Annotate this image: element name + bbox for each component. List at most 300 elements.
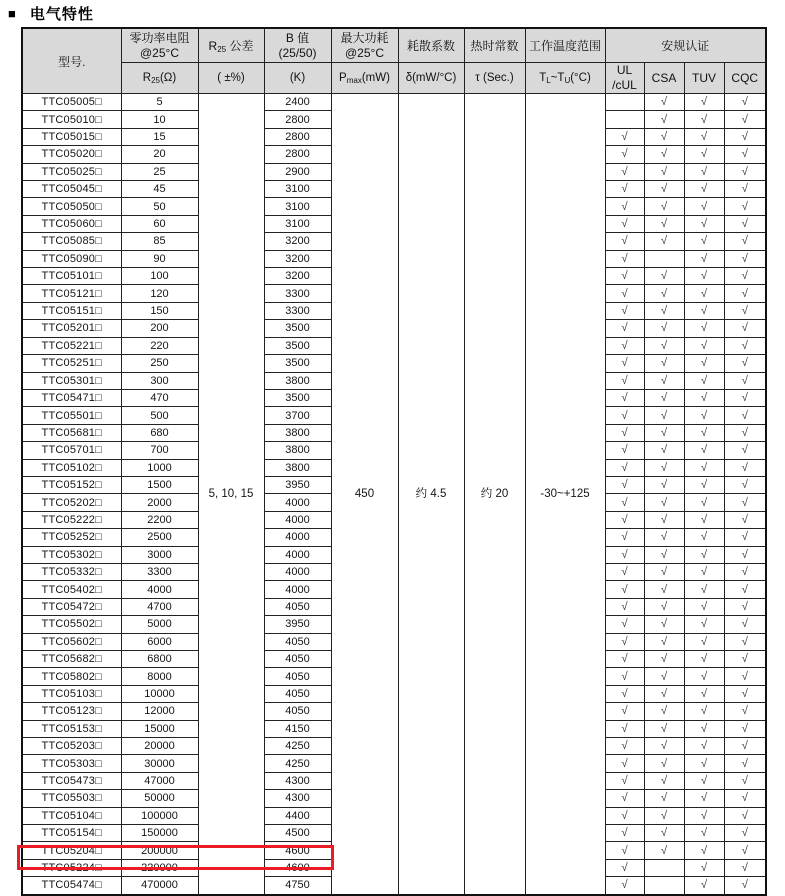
cert-csa-cell — [644, 302, 684, 319]
model-cell: TTC05224□ — [22, 859, 121, 876]
check-mark: √ — [660, 513, 668, 526]
cert-csa-cell — [644, 738, 684, 755]
check-mark: √ — [621, 131, 628, 144]
b-value-cell: 4000 — [264, 546, 331, 563]
model-cell: TTC05045□ — [22, 181, 121, 198]
cert-ul-cell — [605, 94, 644, 111]
cert-ul-cell — [605, 790, 644, 807]
cert-ul-cell — [605, 738, 644, 755]
cert-tuv-cell — [684, 668, 724, 685]
cert-csa-cell — [644, 355, 684, 372]
check-mark: √ — [700, 287, 708, 300]
cert-cqc-cell — [724, 476, 766, 493]
check-mark: √ — [700, 148, 708, 161]
check-mark: √ — [700, 252, 708, 265]
check-mark: √ — [660, 374, 668, 387]
cert-tuv-cell — [684, 94, 724, 111]
b-value-cell: 3100 — [264, 181, 331, 198]
check-mark: √ — [700, 635, 708, 648]
cert-csa-cell — [644, 250, 684, 267]
b-value-cell: 3800 — [264, 372, 331, 389]
b-value-cell: 2800 — [264, 111, 331, 128]
model-cell: TTC05471□ — [22, 389, 121, 406]
b-value-line2: (25/50) — [278, 45, 317, 60]
check-mark: √ — [700, 357, 708, 370]
cert-cqc-cell — [724, 633, 766, 650]
cert-tuv-cell — [684, 842, 724, 859]
r25-cell: 150000 — [121, 825, 198, 842]
model-cell: TTC05202□ — [22, 494, 121, 511]
check-mark: √ — [741, 252, 748, 265]
cert-cqc-cell — [724, 703, 766, 720]
check-mark: √ — [741, 688, 748, 701]
cert-csa-cell — [644, 268, 684, 285]
model-cell: TTC05701□ — [22, 442, 121, 459]
check-mark: √ — [621, 688, 628, 701]
b-value-cell: 3500 — [264, 337, 331, 354]
b-value-cell: 3200 — [264, 233, 331, 250]
cert-cqc-cell — [724, 285, 766, 302]
cert-cqc-cell — [724, 424, 766, 441]
col-header-dissipation: 耗散系数 — [398, 28, 464, 63]
cert-tuv-cell — [684, 511, 724, 528]
cert-cqc-cell — [724, 233, 766, 250]
trange-p1: T — [539, 72, 547, 84]
check-mark: √ — [660, 235, 668, 248]
check-mark: √ — [621, 218, 628, 231]
cert-cqc-cell — [724, 859, 766, 876]
cert-csa-cell — [644, 442, 684, 459]
cert-ul-cell — [605, 859, 644, 876]
check-mark: √ — [621, 775, 628, 788]
cert-csa-cell — [644, 215, 684, 232]
check-mark: √ — [741, 635, 748, 648]
r25-cell: 150 — [121, 302, 198, 319]
cert-cqc-cell — [724, 355, 766, 372]
check-mark: √ — [660, 600, 668, 613]
r25-cell: 200 — [121, 320, 198, 337]
model-cell: TTC05332□ — [22, 563, 121, 580]
model-cell: TTC05503□ — [22, 790, 121, 807]
check-mark: √ — [621, 426, 628, 439]
check-mark: √ — [700, 270, 708, 283]
model-cell: TTC05020□ — [22, 146, 121, 163]
r25-cell: 30000 — [121, 755, 198, 772]
cert-tuv-cell — [684, 215, 724, 232]
check-mark: √ — [741, 305, 748, 318]
check-mark: √ — [660, 670, 668, 683]
check-mark: √ — [700, 339, 708, 352]
section-title-text: 电气特性 — [29, 6, 94, 23]
r25-cell: 6800 — [121, 651, 198, 668]
cert-cqc-cell — [724, 581, 766, 598]
cert-tuv-cell — [684, 738, 724, 755]
check-mark: √ — [660, 618, 668, 631]
model-cell: TTC05203□ — [22, 738, 121, 755]
cert-csa-cell — [644, 285, 684, 302]
r25-cell: 3300 — [121, 563, 198, 580]
check-mark: √ — [741, 775, 748, 788]
r25-cell: 220 — [121, 337, 198, 354]
cert-tuv-cell — [684, 128, 724, 145]
check-mark: √ — [621, 635, 628, 648]
r25-cell: 47000 — [121, 772, 198, 789]
b-value-line1: B 值 — [285, 30, 310, 45]
model-cell: TTC05015□ — [22, 128, 121, 145]
cert-cqc-cell — [724, 494, 766, 511]
section-bullet-icon: ■ — [8, 6, 16, 21]
check-mark: √ — [621, 827, 628, 840]
b-value-cell: 4250 — [264, 738, 331, 755]
cert-csa-cell — [644, 563, 684, 580]
check-mark: √ — [621, 653, 628, 666]
check-mark: √ — [700, 96, 708, 109]
check-mark: √ — [660, 809, 668, 822]
check-mark: √ — [741, 653, 748, 666]
col-header-model: 型号. — [22, 28, 121, 94]
b-value-cell: 4300 — [264, 790, 331, 807]
check-mark: √ — [741, 583, 748, 596]
model-cell: TTC05101□ — [22, 268, 121, 285]
check-mark: √ — [660, 148, 668, 161]
r25-cell: 50000 — [121, 790, 198, 807]
model-cell: TTC05473□ — [22, 772, 121, 789]
check-mark: √ — [741, 357, 748, 370]
check-mark: √ — [621, 479, 628, 492]
cert-csa-cell — [644, 476, 684, 493]
check-mark: √ — [741, 618, 748, 631]
check-mark: √ — [621, 792, 628, 805]
cert-tuv-cell — [684, 355, 724, 372]
cert-csa-cell — [644, 877, 684, 895]
pmax-rest: (mW) — [361, 72, 390, 84]
check-mark: √ — [660, 392, 668, 405]
check-mark: √ — [660, 827, 668, 840]
cert-csa-cell — [644, 407, 684, 424]
check-mark: √ — [741, 183, 748, 196]
model-cell: TTC05153□ — [22, 720, 121, 737]
r25-cell: 8000 — [121, 668, 198, 685]
model-cell: TTC05201□ — [22, 320, 121, 337]
r25-cell: 1500 — [121, 476, 198, 493]
cert-csa-cell — [644, 389, 684, 406]
check-mark: √ — [660, 548, 668, 561]
cert-ul-cell — [605, 233, 644, 250]
b-value-cell: 4250 — [264, 755, 331, 772]
cert-tuv-cell — [684, 598, 724, 615]
check-mark: √ — [741, 740, 748, 753]
cert-tuv-cell — [684, 807, 724, 824]
check-mark: √ — [660, 270, 668, 283]
b-value-cell: 3100 — [264, 215, 331, 232]
cert-ul-cell — [605, 181, 644, 198]
model-cell: TTC05121□ — [22, 285, 121, 302]
cert-ul-cell — [605, 111, 644, 128]
r25-cell: 200000 — [121, 842, 198, 859]
cert-cqc-cell — [724, 598, 766, 615]
r25-cell: 15000 — [121, 720, 198, 737]
cert-csa-cell — [644, 128, 684, 145]
check-mark: √ — [741, 96, 748, 109]
check-mark: √ — [700, 653, 708, 666]
model-cell: TTC05251□ — [22, 355, 121, 372]
max-power-line1: 最大功耗 — [340, 30, 389, 45]
model-cell: TTC05102□ — [22, 459, 121, 476]
b-value-cell: 3950 — [264, 616, 331, 633]
check-mark: √ — [700, 461, 708, 474]
cert-csa-cell — [644, 111, 684, 128]
r25-cell: 300 — [121, 372, 198, 389]
model-cell: TTC05060□ — [22, 215, 121, 232]
cert-cqc-cell — [724, 807, 766, 824]
cert-cqc-cell — [724, 738, 766, 755]
ul-line1: UL — [616, 63, 633, 77]
check-mark: √ — [660, 461, 668, 474]
b-value-cell: 3800 — [264, 424, 331, 441]
cert-tuv-cell — [684, 651, 724, 668]
model-cell: TTC05151□ — [22, 302, 121, 319]
b-value-cell: 3300 — [264, 285, 331, 302]
r25-cell: 5 — [121, 94, 198, 111]
check-mark: √ — [660, 131, 668, 144]
b-value-cell: 4000 — [264, 494, 331, 511]
cert-ul-cell — [605, 476, 644, 493]
check-mark: √ — [700, 183, 708, 196]
cert-cqc-cell — [724, 302, 766, 319]
cert-csa-cell — [644, 163, 684, 180]
check-mark: √ — [621, 879, 628, 892]
check-mark: √ — [741, 705, 748, 718]
check-mark: √ — [741, 409, 748, 422]
check-mark: √ — [660, 200, 668, 213]
model-cell: TTC05303□ — [22, 755, 121, 772]
check-mark: √ — [621, 270, 628, 283]
cert-csa-cell — [644, 146, 684, 163]
check-mark: √ — [741, 165, 748, 178]
model-cell: TTC05602□ — [22, 633, 121, 650]
cert-cqc-cell — [724, 842, 766, 859]
cert-cqc-cell — [724, 320, 766, 337]
check-mark: √ — [700, 444, 708, 457]
check-mark: √ — [741, 131, 748, 144]
r25-base: R — [142, 72, 152, 84]
cert-ul-cell — [605, 825, 644, 842]
b-value-cell: 4400 — [264, 807, 331, 824]
check-mark: √ — [700, 322, 708, 335]
check-mark: √ — [700, 305, 708, 318]
check-mark: √ — [660, 339, 668, 352]
subheader-pmax-unit — [331, 63, 398, 94]
check-mark: √ — [741, 322, 748, 335]
check-mark: √ — [741, 827, 748, 840]
cert-cqc-cell — [724, 720, 766, 737]
check-mark: √ — [621, 862, 628, 875]
col-header-b-value — [264, 28, 331, 63]
r25-cell: 680 — [121, 424, 198, 441]
cert-ul-cell — [605, 494, 644, 511]
check-mark: √ — [700, 600, 708, 613]
check-mark: √ — [621, 618, 628, 631]
check-mark: √ — [660, 409, 668, 422]
cert-cqc-cell — [724, 128, 766, 145]
cert-ul-cell — [605, 163, 644, 180]
check-mark: √ — [621, 252, 628, 265]
check-mark: √ — [660, 653, 668, 666]
check-mark: √ — [621, 165, 628, 178]
check-mark: √ — [621, 722, 628, 735]
cert-csa-cell — [644, 825, 684, 842]
check-mark: √ — [741, 531, 748, 544]
check-mark: √ — [700, 844, 708, 857]
model-cell: TTC05123□ — [22, 703, 121, 720]
r25-cell: 470 — [121, 389, 198, 406]
check-mark: √ — [741, 792, 748, 805]
col-header-thermal-time: 热时常数 — [464, 28, 525, 63]
cert-tuv-cell — [684, 859, 724, 876]
header-row-1 — [22, 28, 766, 63]
model-cell: TTC05252□ — [22, 529, 121, 546]
b-value-cell: 3200 — [264, 268, 331, 285]
cert-csa-cell — [644, 233, 684, 250]
check-mark: √ — [660, 566, 668, 579]
cert-tuv-cell — [684, 337, 724, 354]
cert-cqc-cell — [724, 198, 766, 215]
col-header-csa: CSA — [644, 63, 684, 94]
cert-csa-cell — [644, 685, 684, 702]
cert-csa-cell — [644, 616, 684, 633]
cert-cqc-cell — [724, 268, 766, 285]
r25-cell: 85 — [121, 233, 198, 250]
r25-cell: 2200 — [121, 511, 198, 528]
check-mark: √ — [621, 305, 628, 318]
b-value-cell: 4000 — [264, 581, 331, 598]
cert-tuv-cell — [684, 546, 724, 563]
section-title — [8, 3, 94, 24]
cert-csa-cell — [644, 181, 684, 198]
col-header-temp-range: 工作温度范围 — [525, 28, 605, 63]
model-cell: TTC05472□ — [22, 598, 121, 615]
cert-tuv-cell — [684, 720, 724, 737]
r25-cell: 20000 — [121, 738, 198, 755]
r25-cell: 250 — [121, 355, 198, 372]
subheader-thermal-time-unit: τ (Sec.) — [464, 63, 525, 94]
cert-csa-cell — [644, 720, 684, 737]
check-mark: √ — [700, 792, 708, 805]
col-header-zero-power-resistance — [121, 28, 198, 63]
check-mark: √ — [621, 322, 628, 335]
model-cell: TTC05152□ — [22, 476, 121, 493]
cert-csa-cell — [644, 598, 684, 615]
cert-tuv-cell — [684, 476, 724, 493]
check-mark: √ — [660, 183, 668, 196]
check-mark: √ — [621, 374, 628, 387]
b-value-cell: 4600 — [264, 842, 331, 859]
b-value-cell: 4000 — [264, 529, 331, 546]
model-cell: TTC05501□ — [22, 407, 121, 424]
trange-s1: L — [546, 76, 551, 85]
check-mark: √ — [660, 444, 668, 457]
cert-tuv-cell — [684, 685, 724, 702]
cert-cqc-cell — [724, 546, 766, 563]
check-mark: √ — [700, 688, 708, 701]
cert-ul-cell — [605, 459, 644, 476]
b-value-cell: 2400 — [264, 94, 331, 111]
cert-csa-cell — [644, 581, 684, 598]
check-mark: √ — [660, 426, 668, 439]
check-mark: √ — [660, 357, 668, 370]
r25-cell: 10 — [121, 111, 198, 128]
cert-cqc-cell — [724, 94, 766, 111]
check-mark: √ — [621, 444, 628, 457]
r25-cell: 2000 — [121, 494, 198, 511]
check-mark: √ — [621, 357, 628, 370]
col-header-zero-power-line1: 零功率电阻 — [129, 30, 190, 45]
b-value-cell: 4600 — [264, 859, 331, 876]
cert-csa-cell — [644, 424, 684, 441]
model-cell: TTC05682□ — [22, 651, 121, 668]
check-mark: √ — [700, 218, 708, 231]
cert-ul-cell — [605, 268, 644, 285]
cert-cqc-cell — [724, 825, 766, 842]
cert-ul-cell — [605, 146, 644, 163]
b-value-cell: 3100 — [264, 198, 331, 215]
check-mark: √ — [700, 583, 708, 596]
cert-cqc-cell — [724, 337, 766, 354]
r25-cell: 6000 — [121, 633, 198, 650]
model-cell: TTC05025□ — [22, 163, 121, 180]
cert-ul-cell — [605, 511, 644, 528]
check-mark: √ — [660, 496, 668, 509]
col-header-zero-power-line2: @25°C — [140, 45, 179, 60]
check-mark: √ — [660, 740, 668, 753]
thermal-time-merged-cell: 约 20 — [464, 94, 525, 895]
cert-cqc-cell — [724, 250, 766, 267]
cert-tuv-cell — [684, 616, 724, 633]
b-value-cell: 3800 — [264, 442, 331, 459]
cert-ul-cell — [605, 685, 644, 702]
check-mark: √ — [621, 409, 628, 422]
check-mark: √ — [621, 566, 628, 579]
check-mark: √ — [700, 879, 708, 892]
r25-rest: (Ω) — [159, 72, 177, 84]
check-mark: √ — [700, 426, 708, 439]
r25-cell: 500 — [121, 407, 198, 424]
cert-cqc-cell — [724, 755, 766, 772]
cert-cqc-cell — [724, 529, 766, 546]
check-mark: √ — [700, 757, 708, 770]
cert-ul-cell — [605, 285, 644, 302]
cert-cqc-cell — [724, 877, 766, 895]
check-mark: √ — [700, 131, 708, 144]
cert-ul-cell — [605, 215, 644, 232]
subheader-temp-range-unit — [525, 63, 605, 94]
cert-ul-cell — [605, 703, 644, 720]
b-value-cell: 3200 — [264, 250, 331, 267]
cert-cqc-cell — [724, 772, 766, 789]
check-mark: √ — [700, 722, 708, 735]
check-mark: √ — [621, 339, 628, 352]
trange-p3: (°C) — [570, 72, 591, 84]
check-mark: √ — [700, 235, 708, 248]
cert-tuv-cell — [684, 790, 724, 807]
check-mark: √ — [700, 566, 708, 579]
cert-tuv-cell — [684, 442, 724, 459]
cert-cqc-cell — [724, 181, 766, 198]
cert-ul-cell — [605, 755, 644, 772]
check-mark: √ — [741, 426, 748, 439]
check-mark: √ — [621, 496, 628, 509]
electrical-characteristics-table — [21, 27, 767, 896]
